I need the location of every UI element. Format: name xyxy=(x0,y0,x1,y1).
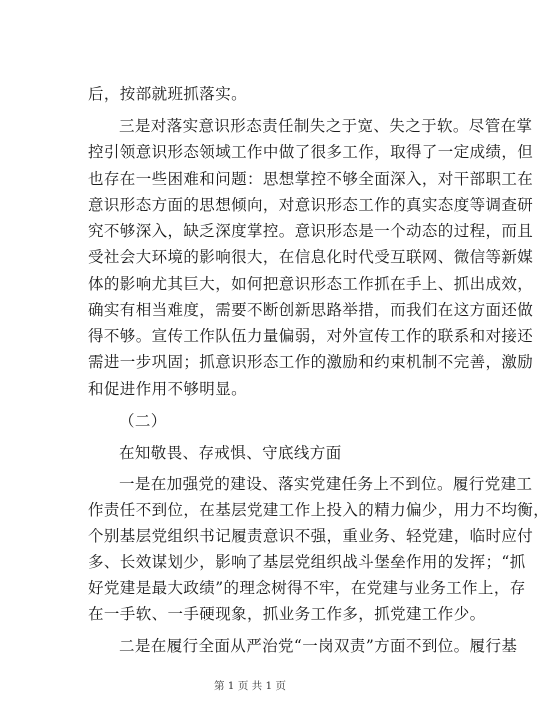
paragraph-line: 作责任不到位，在基层党建工作上投入的精力偏少，用力不均衡， xyxy=(88,501,549,519)
paragraph-line: 好党建是最大政绩”的理念树得不牢，在党建与业务工作上，存 xyxy=(88,579,526,597)
section-heading: 在知敬畏、存戒惧、守底线方面 xyxy=(119,444,342,462)
paragraph-line: 确实有相当难度，需要不断创新思路举措，而我们在这方面还做 xyxy=(88,301,534,319)
paragraph-line: 个别基层党组织书记履责意识不强，重业务、轻党建，临时应付 xyxy=(88,527,534,545)
paragraph-line: 意识形态方面的思想倾向，对意识形态工作的真实态度等调查研 xyxy=(88,196,534,214)
section-number: （二） xyxy=(119,412,167,430)
paragraph-line: 三是对落实意识形态责任制失之于宽、失之于软。尽管在掌 xyxy=(119,117,533,135)
paragraph-line: 得不够。宣传工作队伍力量偏弱，对外宣传工作的联系和对接还 xyxy=(88,327,534,345)
paragraph-line: 二是在履行全面从严治党“一岗双责”方面不到位。履行基 xyxy=(119,637,518,655)
paragraph-line: 也存在一些困难和问题：思想掌控不够全面深入，对干部职工在 xyxy=(88,170,534,188)
paragraph-line: 和促进作用不够明显。 xyxy=(88,380,248,398)
paragraph-line: 控引领意识形态领域工作中做了很多工作，取得了一定成绩，但 xyxy=(88,143,534,161)
paragraph-line: 一是在加强党的建设、落实党建任务上不到位。履行党建工 xyxy=(119,475,533,493)
paragraph-line: 需进一步巩固；抓意识形态工作的激励和约束机制不完善，激励 xyxy=(88,353,534,371)
paragraph-line: 多、长效谋划少，影响了基层党组织战斗堡垒作用的发挥；“抓 xyxy=(88,553,526,571)
paragraph-line: 在一手软、一手硬现象，抓业务工作多，抓党建工作少。 xyxy=(88,605,486,623)
paragraph-line: 体的影响尤其巨大，如何把意识形态工作抓在手上、抓出成效， xyxy=(88,275,534,293)
page-footer: 第 1 页 共 1 页 xyxy=(213,680,287,692)
paragraph-line: 受社会大环境的影响很大，在信息化时代受互联网、微信等新媒 xyxy=(88,248,534,266)
paragraph-line: 后，按部就班抓落实。 xyxy=(88,85,248,103)
paragraph-line: 究不够深入，缺乏深度掌控。意识形态是一个动态的过程，而且 xyxy=(88,222,534,240)
